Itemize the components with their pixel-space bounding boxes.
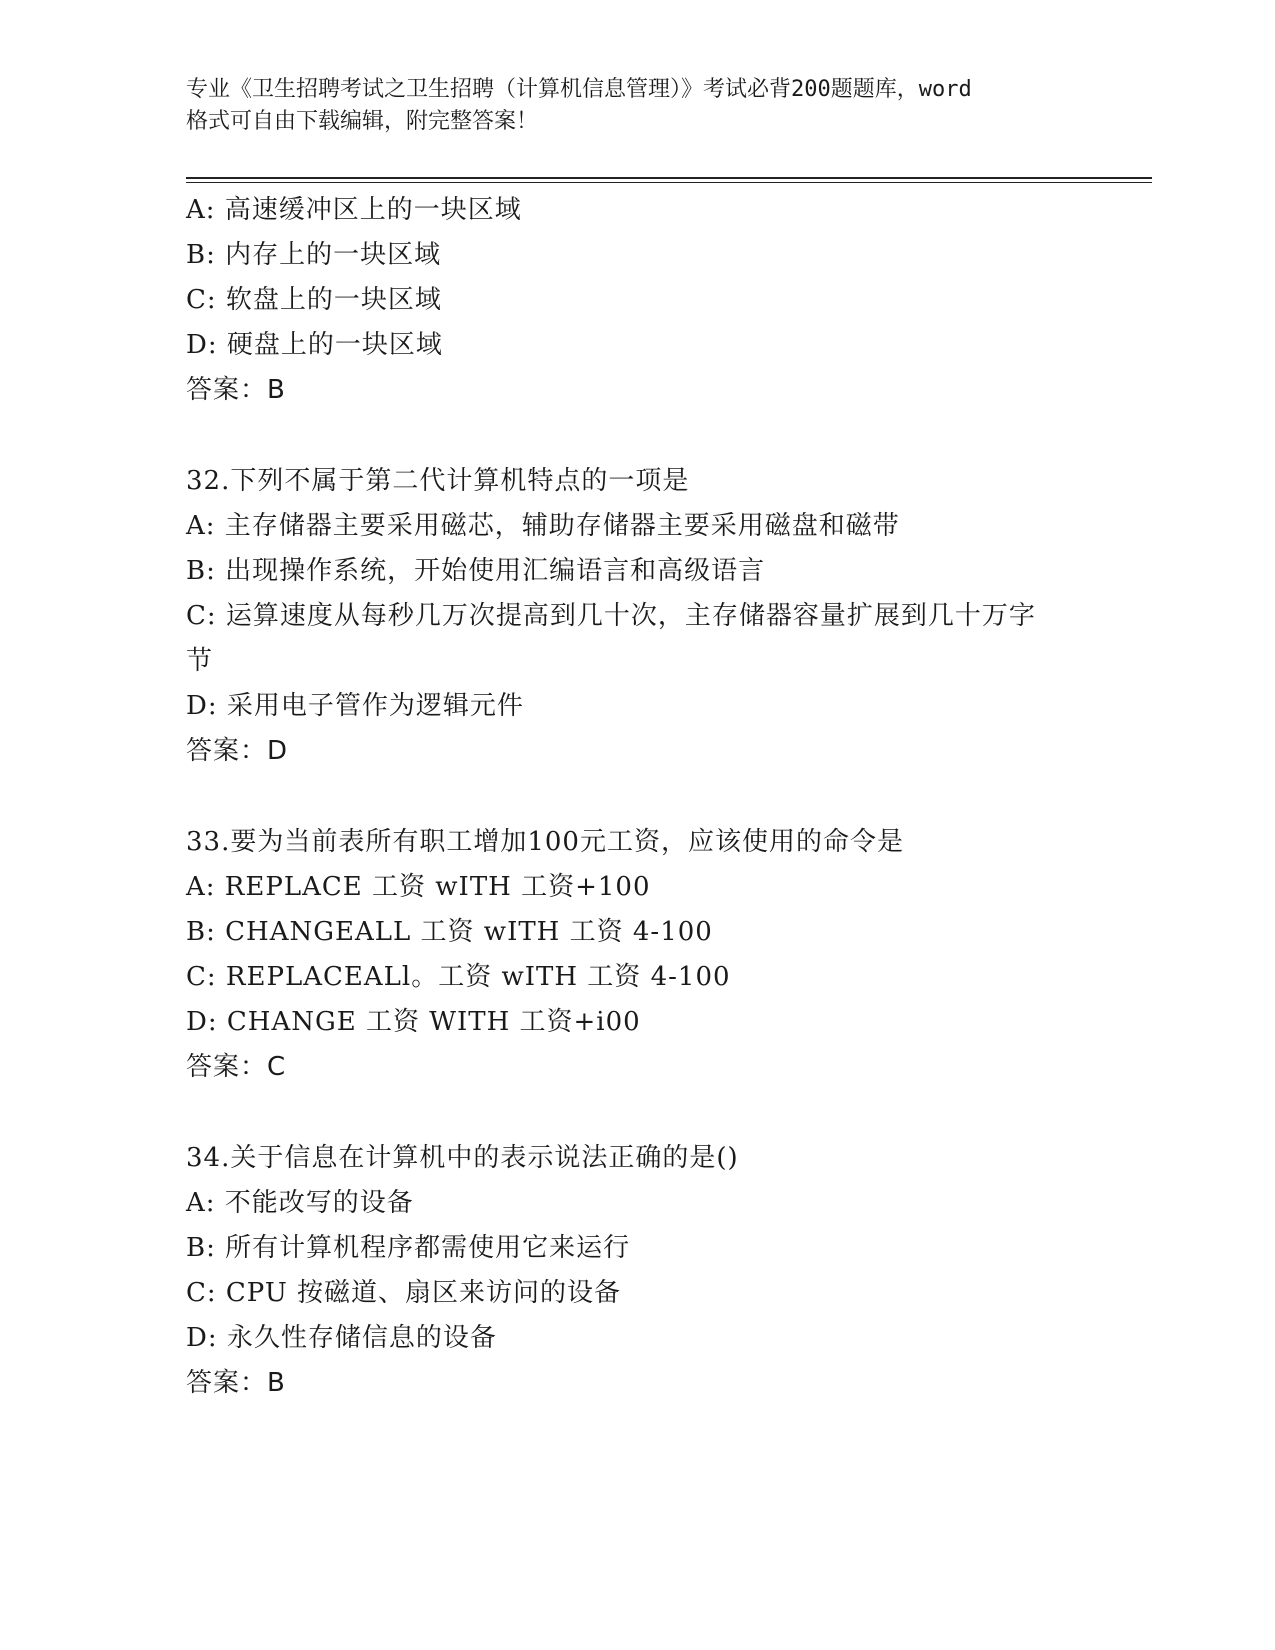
- option-c: C: CPU 按磁道、扇区来访问的设备: [186, 1278, 622, 1308]
- answer: 答案：B: [186, 375, 286, 405]
- spacer: [186, 774, 1086, 820]
- option-c: C: 运算速度从每秒几万次提高到几十次，主存储器容量扩展到几十万字节: [186, 601, 1036, 676]
- question-text: 34.关于信息在计算机中的表示说法正确的是(): [186, 1143, 739, 1173]
- option-b: B: 所有计算机程序都需使用它来运行: [186, 1233, 631, 1263]
- answer: 答案：D: [186, 736, 289, 766]
- question-text: 33.要为当前表所有职工增加100元工资，应该使用的命令是: [186, 827, 904, 857]
- option-a: A: REPLACE 工资 wITH 工资+100: [186, 872, 651, 902]
- question-33: [186, 820, 1086, 1090]
- option-a: A: 主存储器主要采用磁芯，辅助存储器主要采用磁盘和磁带: [186, 511, 900, 541]
- option-d: D: 硬盘上的一块区域: [186, 330, 443, 360]
- option-d: D: 永久性存储信息的设备: [186, 1323, 497, 1353]
- header-rule-thin: [186, 182, 1152, 183]
- option-a: A: 高速缓冲区上的一块区域: [186, 195, 522, 225]
- spacer: [186, 413, 1086, 459]
- option-c: C: 软盘上的一块区域: [186, 285, 442, 315]
- answer: 答案：C: [186, 1052, 287, 1082]
- question-34: [186, 1136, 1086, 1406]
- question-32: [186, 459, 1086, 774]
- question-31: [186, 188, 1086, 413]
- option-b: B: 出现操作系统，开始使用汇编语言和高级语言: [186, 556, 766, 586]
- header-rule-thick: [186, 177, 1152, 179]
- header-line-2: 格式可自由下载编辑，附完整答案！: [186, 109, 539, 134]
- option-c: C: REPLACEALl。工资 wITH 工资 4-100: [186, 962, 731, 992]
- header-line-1: 专业《卫生招聘考试之卫生招聘（计算机信息管理）》考试必背200题题库，word: [186, 77, 972, 102]
- option-a: A: 不能改写的设备: [186, 1188, 414, 1218]
- answer: 答案：B: [186, 1368, 286, 1398]
- question-text: 32.下列不属于第二代计算机特点的一项是: [186, 466, 690, 496]
- option-b: B: CHANGEALL 工资 wITH 工资 4-100: [186, 917, 713, 947]
- spacer: [186, 1090, 1086, 1136]
- question-list: [186, 188, 1086, 1406]
- option-d: D: CHANGE 工资 WITH 工资+i00: [186, 1007, 641, 1037]
- option-b: B: 内存上的一块区域: [186, 240, 442, 270]
- document-header: [186, 74, 1086, 138]
- option-d: D: 采用电子管作为逻辑元件: [186, 691, 524, 721]
